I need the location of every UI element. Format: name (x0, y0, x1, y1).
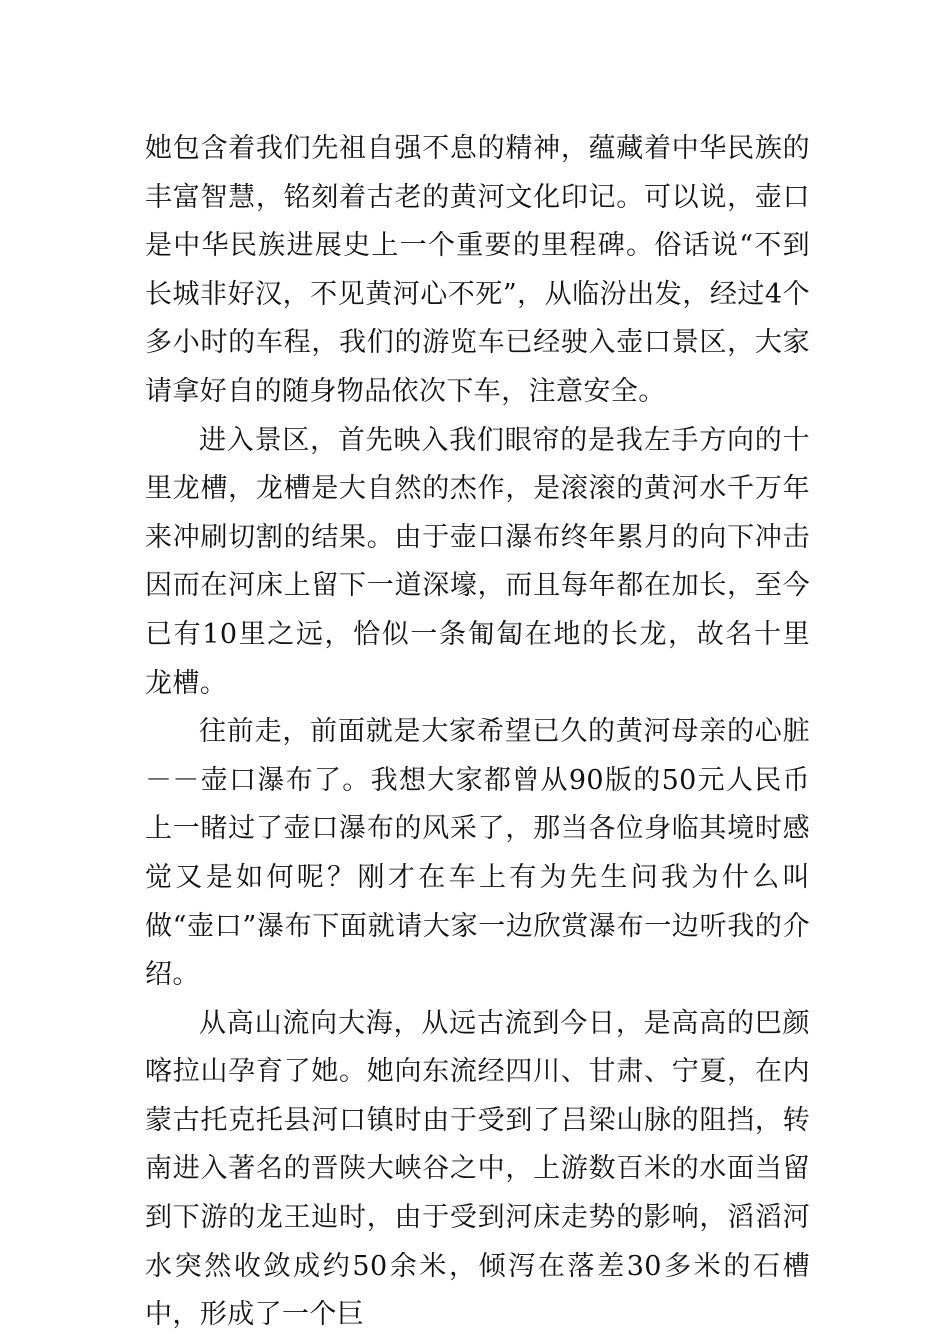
paragraph-shili-longcao: 进入景区，首先映入我们眼帘的是我左手方向的十里龙槽，龙槽是大自然的杰作，是滚滚的黄河水千万年来冲刷切割的结果。由于壶口瀑布终年累月的向下冲击因而在河床上留下一道深壕，而且每年都在加长，至今已有10里之远，恰似一条匍匐在地的长龙，故名十里龙槽。 (145, 424, 810, 699)
body-text (145, 125, 810, 1340)
paragraph-river-course: 从高山流向大海，从远古流到今日，是高高的巴颜喀拉山孕育了她。她向东流经四川、甘肃、宁夏，在内蒙古托克托县河口镇时由于受到了吕梁山脉的阻挡，转南进入著名的晋陕大峡谷之中，上游数百米的水面当留到下游的龙王辿时，由于受到河床走势的影响，滔滔河水突然收敛成约50余米，倾泻在落差30多米的石槽中，形成了一个巨 (145, 1007, 810, 1331)
paragraph-hukou-waterfall: 往前走，前面就是大家希望已久的黄河母亲的心脏－－壶口瀑布了。我想大家都曾从90版的50元人民币上一睹过了壶口瀑布的风采了，那当各位身临其境时感觉又是如何呢？刚才在车上有为先生问我为什么叫做“壶口”瀑布下面就请大家一边欣赏瀑布一边听我的介绍。 (145, 716, 810, 991)
paragraph-continued: 她包含着我们先祖自强不息的精神，蕴藏着中华民族的丰富智慧，铭刻着古老的黄河文化印记。可以说，壶口是中华民族进展史上一个重要的里程碑。俗话说“不到长城非好汉，不见黄河心不死”，从临汾出发，经过4个多小时的车程，我们的游览车已经驶入壶口景区，大家请拿好自的随身物品依次下车，注意安全。 (145, 133, 810, 407)
